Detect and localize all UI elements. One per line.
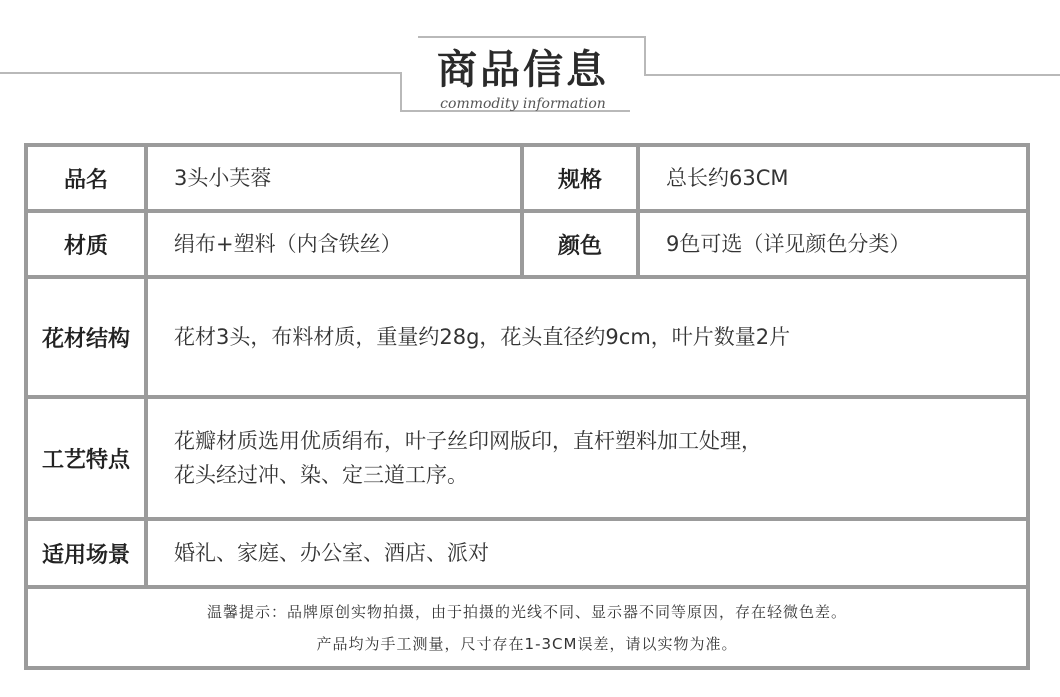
value-name: 3头小芙蓉 <box>148 147 520 209</box>
notice-box <box>28 589 1026 666</box>
header-line-left-drop <box>400 72 402 112</box>
page-title: 商品信息 <box>437 47 609 93</box>
header-line-right <box>644 74 1060 76</box>
value-structure: 花材3头，布料材质，重量约28g，花头直径约9cm，叶片数量2片 <box>148 279 1026 395</box>
notice-line-1: 温馨提示：品牌原创实物拍摄，由于拍摄的光线不同、显示器不同等原因，存在轻微色差。 <box>206 602 847 621</box>
label-spec: 规格 <box>524 147 636 209</box>
label-structure: 花材结构 <box>28 279 144 395</box>
label-name: 品名 <box>28 147 144 209</box>
craft-line-1: 花瓣材质选用优质绢布，叶子丝印网版印，直杆塑料加工处理， <box>174 429 762 453</box>
notice-line-2: 产品均为手工测量，尺寸存在1-3CM误差，请以实物为准。 <box>316 634 738 653</box>
label-color: 颜色 <box>524 213 636 275</box>
value-spec: 总长约63CM <box>640 147 1026 209</box>
label-material: 材质 <box>28 213 144 275</box>
label-craft: 工艺特点 <box>28 399 144 517</box>
header-line-right-drop <box>644 36 646 76</box>
value-material: 绢布+塑料（内含铁丝） <box>148 213 520 275</box>
craft-line-2: 花头经过冲、染、定三道工序。 <box>174 463 468 487</box>
page-subtitle: commodity information <box>440 96 606 112</box>
product-info-table <box>24 143 1030 670</box>
value-craft <box>148 399 1026 517</box>
label-scene: 适用场景 <box>28 521 144 585</box>
value-scene: 婚礼、家庭、办公室、酒店、派对 <box>148 521 1026 585</box>
value-color: 9色可选（详见颜色分类） <box>640 213 1026 275</box>
header-line-left <box>0 72 402 74</box>
